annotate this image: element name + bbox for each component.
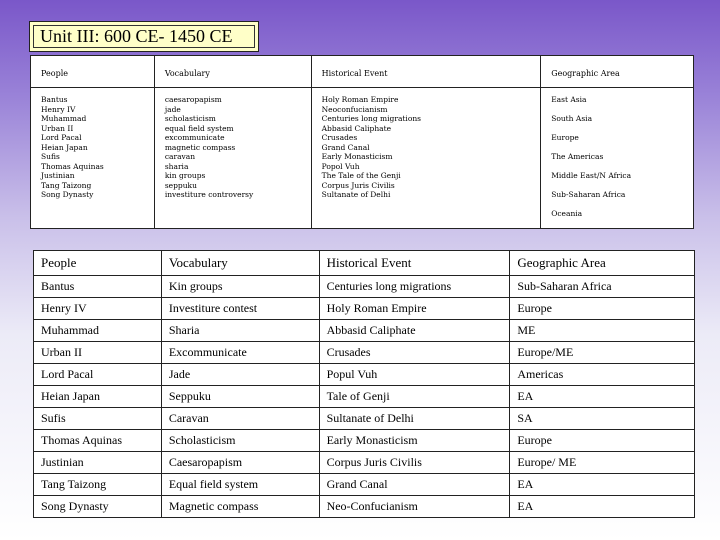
answer-header-row [34, 251, 695, 276]
answer-term: Excommunicate [161, 342, 319, 364]
answer-header-geography: Geographic Area [510, 251, 695, 276]
table-row [34, 408, 695, 430]
answer-event: Holy Roman Empire [319, 298, 510, 320]
answer-region: SA [510, 408, 695, 430]
reference-person: Sufis [41, 152, 60, 161]
answer-term: Scholasticism [161, 430, 319, 452]
answer-term: Equal field system [161, 474, 319, 496]
reference-event: The Tale of the Genji [321, 171, 401, 180]
answer-person: Sufis [34, 408, 162, 430]
reference-event: Abbasid Caliphate [321, 123, 392, 133]
reference-person: Justinian [41, 171, 75, 180]
reference-person: Thomas Aquinas [41, 161, 104, 171]
reference-event: Grand Canal [321, 142, 370, 152]
answer-person: Song Dynasty [34, 496, 162, 518]
answer-region: Europe/ ME [510, 452, 695, 474]
answer-event: Crusades [319, 342, 510, 364]
reference-event: Centuries long migrations [321, 114, 422, 123]
answer-header-vocabulary: Vocabulary [161, 251, 319, 276]
answer-term: Investiture contest [161, 298, 319, 320]
reference-header-geography: Geographic Area [541, 56, 694, 88]
answer-person: Heian Japan [34, 386, 162, 408]
reference-header-row [31, 56, 694, 88]
reference-person: Muhammad [41, 114, 87, 123]
answer-region: EA [510, 474, 695, 496]
table-row [34, 386, 695, 408]
answer-event: Corpus Juris Civilis [319, 452, 510, 474]
reference-term: sharia [164, 161, 189, 171]
answer-term: Caesaropapism [161, 452, 319, 474]
answer-event: Neo-Confucianism [319, 496, 510, 518]
reference-table [30, 55, 694, 229]
reference-header-people: People [31, 56, 155, 88]
reference-header-vocabulary: Vocabulary [154, 56, 311, 88]
reference-term: caesaropapism [164, 95, 222, 104]
answer-region: EA [510, 496, 695, 518]
reference-person: Tang Taizong [41, 180, 92, 190]
table-row [34, 276, 695, 298]
slide-title: Unit III: 600 CE- 1450 CE [29, 21, 259, 52]
answer-person: Bantus [34, 276, 162, 298]
answer-person: Thomas Aquinas [34, 430, 162, 452]
answer-event: Early Monasticism [319, 430, 510, 452]
reference-term: caravan [164, 152, 196, 161]
reference-header-event: Historical Event [311, 56, 541, 88]
answer-person: Justinian [34, 452, 162, 474]
reference-event: Holy Roman Empire [321, 95, 399, 104]
answer-term: Seppuku [161, 386, 319, 408]
answer-region: Europe/ME [510, 342, 695, 364]
answer-event: Sultanate of Delhi [319, 408, 510, 430]
reference-person: Urban II [41, 123, 74, 133]
reference-region: East Asia [551, 95, 587, 104]
table-row [34, 298, 695, 320]
reference-region: Europe [551, 133, 579, 142]
reference-body-row [31, 88, 694, 229]
reference-event: Early Monasticism [321, 152, 393, 161]
reference-event-list [311, 88, 541, 229]
answer-region: Europe [510, 430, 695, 452]
reference-person: Lord Pacal [41, 133, 82, 142]
answer-region: ME [510, 320, 695, 342]
reference-region: The Americas [551, 152, 604, 161]
reference-term: excommunicate [164, 133, 225, 142]
reference-event: Sultanate of Delhi [321, 190, 391, 199]
answer-event: Tale of Genji [319, 386, 510, 408]
answer-event: Centuries long migrations [319, 276, 510, 298]
reference-geography-list [541, 88, 694, 229]
reference-region: Oceania [551, 209, 583, 218]
answer-table [33, 250, 695, 518]
table-row [34, 452, 695, 474]
answer-header-people: People [34, 251, 162, 276]
answer-region: Europe [510, 298, 695, 320]
reference-term: scholasticism [164, 114, 216, 123]
answer-person: Tang Taizong [34, 474, 162, 496]
reference-event: Crusades [321, 133, 358, 142]
table-row [34, 342, 695, 364]
table-row [34, 430, 695, 452]
answer-region: Sub-Saharan Africa [510, 276, 695, 298]
reference-person: Heian Japan [41, 142, 88, 152]
answer-header-event: Historical Event [319, 251, 510, 276]
reference-term: investiture controversy [164, 190, 254, 199]
reference-people-list [31, 88, 155, 229]
reference-term: magnetic compass [164, 142, 236, 152]
reference-region: South Asia [551, 114, 593, 123]
reference-region: Sub-Saharan Africa [551, 190, 626, 199]
table-row [34, 364, 695, 386]
reference-person: Henry IV [41, 104, 76, 114]
answer-term: Caravan [161, 408, 319, 430]
answer-region: Americas [510, 364, 695, 386]
answer-term: Kin groups [161, 276, 319, 298]
reference-event: Neoconfucianism [321, 104, 388, 114]
answer-event: Popul Vuh [319, 364, 510, 386]
answer-region: EA [510, 386, 695, 408]
table-row [34, 320, 695, 342]
reference-vocabulary-list [154, 88, 311, 229]
answer-event: Grand Canal [319, 474, 510, 496]
table-row [34, 496, 695, 518]
answer-term: Jade [161, 364, 319, 386]
reference-event: Corpus Juris Civilis [321, 180, 395, 190]
table-row [34, 474, 695, 496]
reference-person: Song Dynasty [41, 190, 94, 199]
answer-person: Muhammad [34, 320, 162, 342]
reference-term: kin groups [164, 171, 206, 180]
answer-term: Magnetic compass [161, 496, 319, 518]
reference-term: seppuku [164, 180, 197, 190]
answer-person: Urban II [34, 342, 162, 364]
reference-term: jade [164, 104, 181, 114]
answer-term: Sharia [161, 320, 319, 342]
reference-event: Popol Vuh [321, 161, 360, 171]
reference-person: Bantus [41, 95, 68, 104]
answer-person: Henry IV [34, 298, 162, 320]
reference-region: Middle East/N Africa [551, 171, 632, 180]
answer-event: Abbasid Caliphate [319, 320, 510, 342]
answer-person: Lord Pacal [34, 364, 162, 386]
reference-term: equal field system [164, 123, 234, 133]
